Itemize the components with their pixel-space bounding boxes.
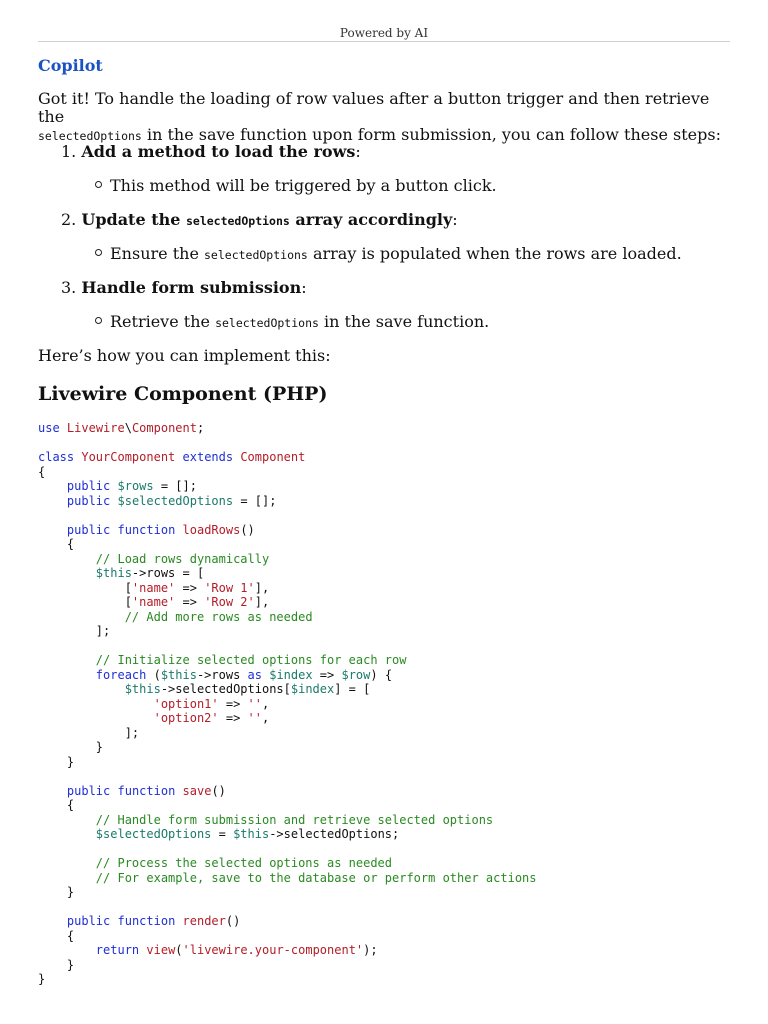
- bullet-post: in the save function.: [318, 312, 490, 331]
- intro-inline-code: selectedOptions: [38, 129, 142, 143]
- step-item: [61, 210, 458, 231]
- intro-text: Got it! To handle the loading of row values after a button trigger and then retrieve the: [38, 89, 710, 126]
- step-title: [81, 210, 452, 229]
- powered-by-header: Powered by AI: [38, 25, 730, 42]
- bullet-code: selectedOptions: [204, 248, 308, 262]
- step-title-post: array accordingly: [289, 210, 453, 229]
- step-suffix: :: [301, 278, 307, 297]
- bullet-icon: [95, 249, 102, 256]
- intro-text-continued: in the save function upon form submission, you can follow these steps:: [141, 125, 721, 144]
- step-title: Handle form submission: [81, 278, 302, 297]
- step-title-pre: Update the: [81, 210, 186, 229]
- step-suffix: :: [452, 210, 458, 229]
- code-block: use Livewire\Component; class YourComponent extends Component { public $rows = []; public $selectedOptions = []; public function loadRows() { // Load rows dynamically $this->rows = [ ['name' => 'Row 1'], ['name' => 'Row 2'], // Add more rows as needed ]; // Initialize selected options for each row foreach ($this->rows as $index => $row) { $this->selectedOptions[$index] = [ 'option1' => '', 'option2' => '', ]; } } public function save() { // Handle form submission and retrieve selected options $selectedOptions = $this->selectedOptions; // Process the selected options as needed // For example, save to the database or perform other actions } public function render() { return view('livewire.your-component'); } }: [38, 421, 537, 986]
- step-bullet: [95, 244, 682, 265]
- section-heading: Livewire Component (PHP): [38, 383, 328, 405]
- bullet-pre: Ensure the: [110, 244, 204, 263]
- bullet-icon: [95, 317, 102, 324]
- bullet-pre: Retrieve the: [110, 312, 216, 331]
- bullet-icon: [95, 181, 102, 188]
- step-number: 1.: [61, 142, 77, 161]
- step-item: [61, 278, 307, 298]
- step-suffix: :: [355, 142, 361, 161]
- step-item: [61, 142, 361, 162]
- message-author: Copilot: [38, 56, 103, 75]
- intro-paragraph: [38, 90, 738, 145]
- bullet-post: array is populated when the rows are loaded.: [307, 244, 682, 263]
- outro-paragraph: Here’s how you can implement this:: [38, 346, 331, 365]
- step-bullet: [95, 176, 497, 196]
- step-number: 3.: [61, 278, 77, 297]
- bullet-text: This method will be triggered by a button click.: [110, 176, 497, 195]
- step-title: Add a method to load the rows: [81, 142, 356, 161]
- step-bullet: [95, 312, 489, 333]
- bullet-code: selectedOptions: [215, 316, 319, 330]
- step-number: 2.: [61, 210, 77, 229]
- step-title-code: selectedOptions: [185, 214, 290, 228]
